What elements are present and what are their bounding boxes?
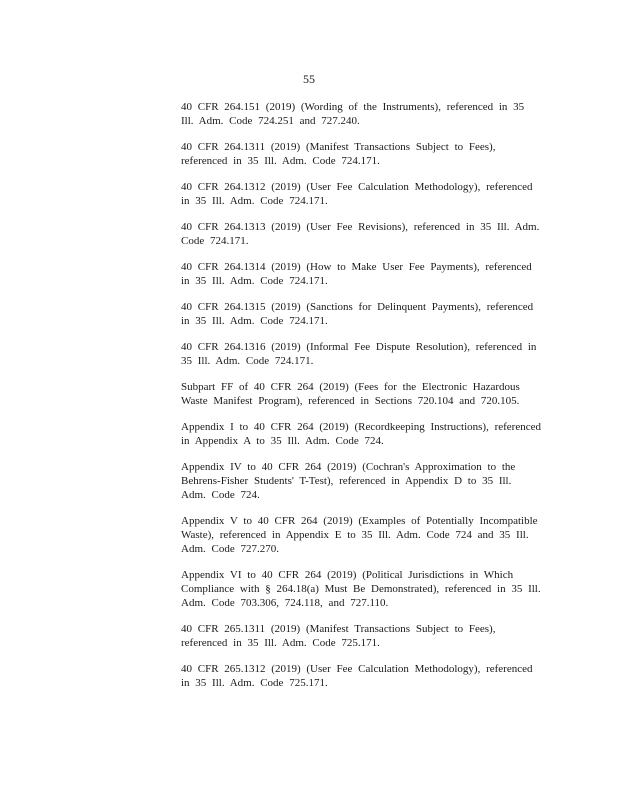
reference-entry: Appendix VI to 40 CFR 264 (2019) (Political Jurisdictions in Which Compliance with § 264.18(a) Must Be Demonstrated), referenced in 35 Ill. Adm. Code 703.306, 724.118, and 727.110.	[181, 569, 541, 609]
reference-entry: 40 CFR 264.1313 (2019) (User Fee Revisions), referenced in 35 Ill. Adm. Code 724.171.	[181, 221, 540, 247]
reference-entry: 40 CFR 264.1316 (2019) (Informal Fee Dispute Resolution), referenced in 35 Ill. Adm. Code 724.171.	[181, 341, 537, 367]
page-number: 55	[303, 72, 315, 86]
reference-entry: 40 CFR 264.1315 (2019) (Sanctions for Delinquent Payments), referenced in 35 Ill. Adm. Code 724.171.	[181, 301, 534, 327]
reference-entry: 40 CFR 264.1314 (2019) (How to Make User Fee Payments), referenced in 35 Ill. Adm. Code 724.171.	[181, 261, 532, 287]
reference-entry: 40 CFR 264.1311 (2019) (Manifest Transactions Subject to Fees), referenced in 35 Ill. Adm. Code 724.171.	[181, 141, 496, 167]
reference-entry: Appendix I to 40 CFR 264 (2019) (Recordkeeping Instructions), referenced in Appendix A to 35 Ill. Adm. Code 724.	[181, 421, 541, 447]
reference-entry: 40 CFR 265.1312 (2019) (User Fee Calculation Methodology), referenced in 35 Ill. Adm. Code 725.171.	[181, 663, 533, 689]
reference-entry: 40 CFR 264.1312 (2019) (User Fee Calculation Methodology), referenced in 35 Ill. Adm. Code 724.171.	[181, 181, 533, 207]
reference-entry: Appendix V to 40 CFR 264 (2019) (Examples of Potentially Incompatible Waste), referenced in Appendix E to 35 Ill. Adm. Code 724 and 35 Ill. Adm. Code 727.270.	[181, 515, 538, 555]
reference-entry: Subpart FF of 40 CFR 264 (2019) (Fees for the Electronic Hazardous Waste Manifest Program), referenced in Sections 720.104 and 720.105.	[181, 381, 520, 407]
reference-list	[181, 100, 541, 702]
reference-entry: 40 CFR 264.151 (2019) (Wording of the Instruments), referenced in 35 Ill. Adm. Code 724.251 and 727.240.	[181, 101, 525, 127]
reference-entry: Appendix IV to 40 CFR 264 (2019) (Cochran's Approximation to the Behrens-Fisher Students' T-Test), referenced in Appendix D to 35 Ill. Adm. Code 724.	[181, 461, 516, 501]
reference-entry: 40 CFR 265.1311 (2019) (Manifest Transactions Subject to Fees), referenced in 35 Ill. Adm. Code 725.171.	[181, 623, 496, 649]
